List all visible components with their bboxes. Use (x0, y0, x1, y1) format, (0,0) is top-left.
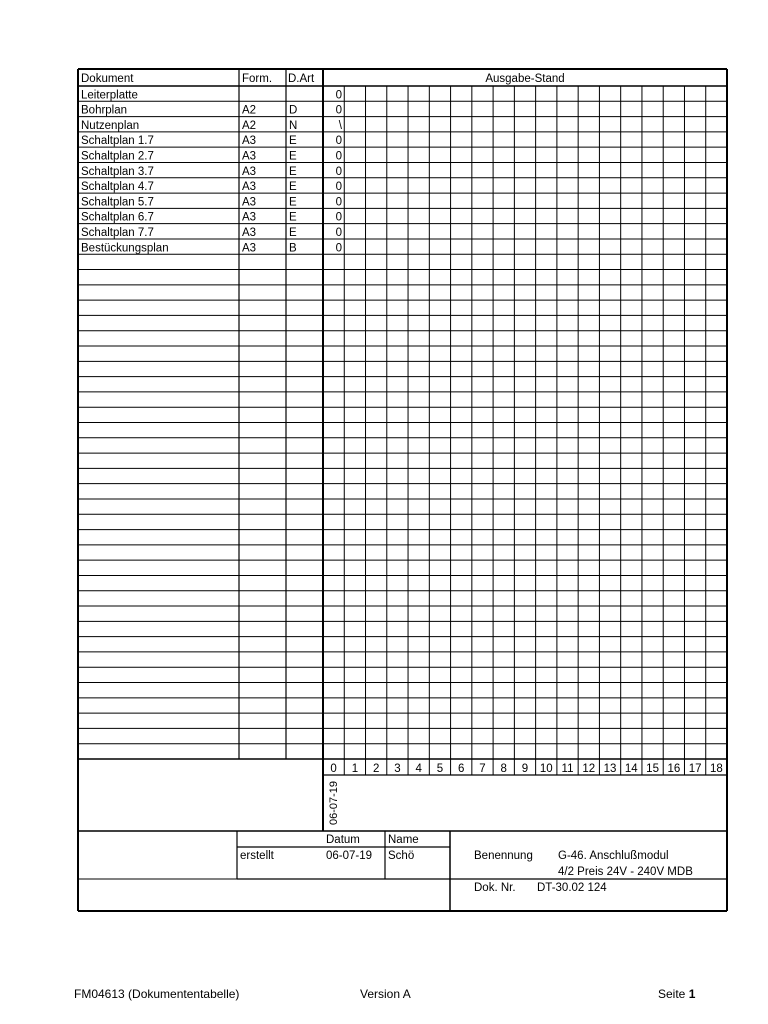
row-dokument: Schaltplan 1.7 (81, 135, 154, 148)
header-dokument: Dokument (81, 73, 134, 85)
row-form: A3 (242, 226, 257, 239)
revision-number: 12 (582, 763, 596, 775)
datum-label: Datum (326, 834, 360, 846)
row-dokument: Schaltplan 2.7 (81, 150, 154, 163)
row-form: A3 (242, 242, 257, 255)
row-form: A2 (242, 104, 257, 117)
revision-number: 17 (688, 763, 702, 775)
revision-number: 1 (351, 763, 359, 775)
row-stand: 0 (335, 181, 342, 194)
row-dart: B (289, 242, 297, 255)
row-form: A3 (242, 211, 257, 224)
row-dokument: Schaltplan 7.7 (81, 226, 154, 239)
revision-number: 9 (521, 763, 529, 775)
row-stand: 0 (335, 226, 342, 239)
footer-form-number: FM04613 (Dokumententabelle) (74, 987, 240, 1001)
row-stand: 0 (335, 242, 342, 255)
footer-version: Version A (360, 987, 411, 1001)
row-dokument: Leiterplatte (81, 89, 138, 102)
revision-date: 06-07-19 (328, 780, 340, 826)
header-form: Form. (242, 73, 273, 85)
row-dart: E (289, 165, 297, 178)
revision-number: 14 (624, 763, 638, 775)
doknr-label: Dok. Nr. (474, 882, 516, 894)
row-dart: D (289, 104, 298, 117)
revision-number: 4 (415, 763, 422, 775)
erstellt-name: Schö (388, 850, 415, 862)
row-stand: 0 (335, 196, 342, 209)
row-dart: E (289, 226, 297, 239)
footer-page-label: Seite (658, 987, 686, 1001)
row-stand: 0 (335, 89, 342, 102)
erstellt-datum: 06-07-19 (326, 850, 373, 862)
revision-number: 3 (394, 763, 401, 775)
row-dokument: Schaltplan 3.7 (81, 165, 154, 178)
row-form: A2 (242, 119, 257, 132)
revision-number: 18 (709, 763, 723, 775)
row-dart: E (289, 135, 297, 148)
benennung-line2: 4/2 Preis 24V - 240V MDB (558, 866, 693, 878)
row-dart: E (289, 196, 297, 209)
erstellt-label: erstellt (240, 850, 274, 862)
footer-page (658, 987, 695, 1001)
row-dokument: Schaltplan 5.7 (81, 196, 154, 209)
benennung-line1: G-46. Anschlußmodul (558, 850, 669, 862)
row-dart: E (289, 150, 297, 163)
revision-number: 11 (561, 763, 574, 775)
header-ausgabe-stand: Ausgabe-Stand (485, 73, 565, 85)
row-form: A3 (242, 181, 257, 194)
table-grid-lines (78, 69, 727, 911)
row-stand: 0 (335, 135, 342, 148)
name-label: Name (388, 834, 419, 846)
revision-number: 13 (603, 763, 617, 775)
benennung-label: Benennung (474, 850, 533, 862)
row-form: A3 (242, 165, 257, 178)
row-dokument: Schaltplan 4.7 (81, 181, 154, 194)
row-stand: 0 (335, 165, 342, 178)
revision-number: 10 (539, 763, 553, 775)
row-dokument: Nutzenplan (81, 119, 140, 132)
row-dart: E (289, 211, 297, 224)
row-form: A3 (242, 150, 257, 163)
revision-number: 0 (330, 763, 337, 775)
row-stand: 0 (335, 104, 342, 117)
row-dokument: Bohrplan (81, 104, 128, 117)
revision-number: 2 (372, 763, 380, 775)
row-stand: 0 (335, 211, 342, 224)
row-form: A3 (242, 196, 257, 209)
row-form: A3 (242, 135, 257, 148)
row-dokument: Bestückungsplan (81, 242, 169, 255)
doknr-value: DT-30.02 124 (537, 882, 607, 894)
footer-page-number: 1 (688, 987, 696, 1001)
revision-number: 6 (458, 763, 465, 775)
row-dart: E (289, 181, 297, 194)
header-dart: D.Art (288, 73, 315, 85)
row-stand: 0 (335, 150, 342, 163)
revision-number: 5 (436, 763, 444, 775)
row-stand: \ (338, 119, 342, 132)
revision-number: 16 (667, 763, 681, 775)
revision-number: 15 (646, 763, 659, 775)
row-dokument: Schaltplan 6.7 (81, 211, 154, 224)
row-dart: N (289, 119, 298, 132)
revision-number: 7 (479, 763, 486, 775)
revision-number: 8 (500, 763, 507, 775)
